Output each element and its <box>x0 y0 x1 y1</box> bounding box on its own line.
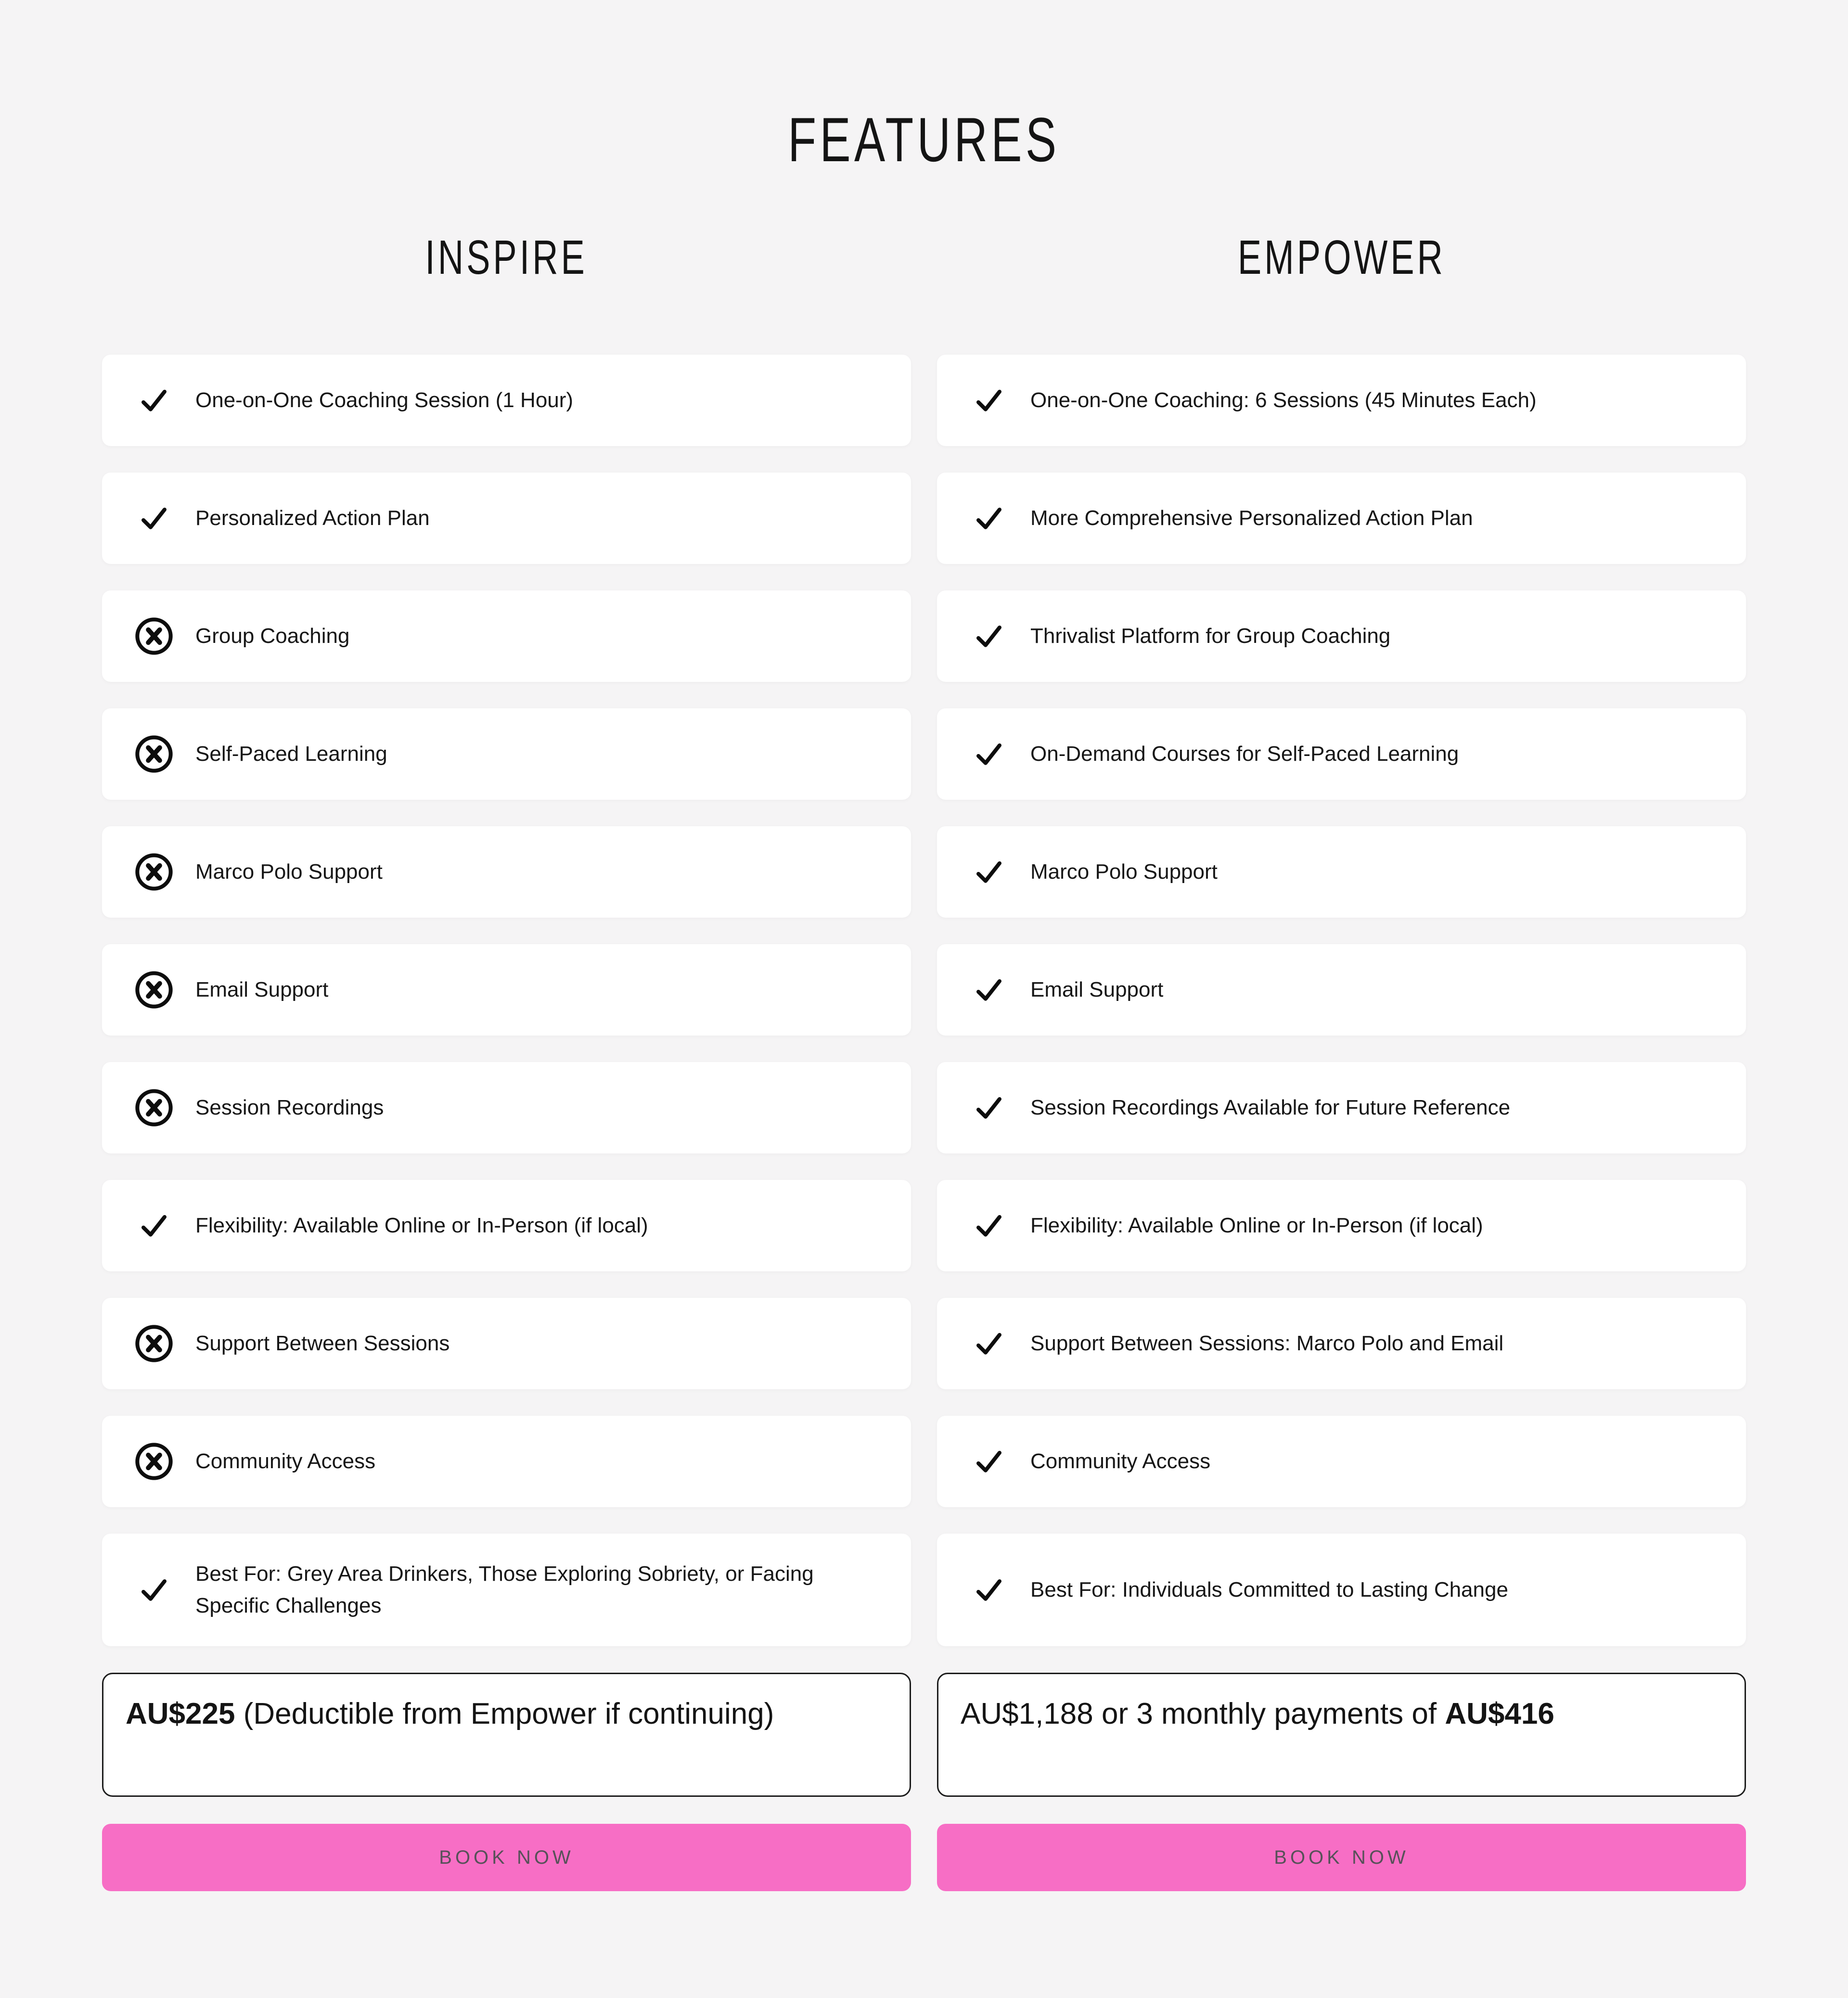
check-icon <box>133 1204 175 1247</box>
x-circle-icon <box>133 1087 175 1129</box>
plan-column-empower <box>937 171 1746 1891</box>
feature-label: Session Recordings Available for Future Reference <box>1030 1096 1511 1119</box>
feature-card <box>937 944 1746 1036</box>
feature-label: Self-Paced Learning <box>195 742 387 766</box>
check-icon <box>968 615 1010 657</box>
plan-column-inspire <box>102 171 911 1891</box>
feature-label: Email Support <box>195 978 329 1001</box>
check-icon <box>968 1087 1010 1129</box>
price-text-empower: AU$1,188 or 3 monthly payments of AU$416 <box>961 1697 1554 1730</box>
feature-label: Marco Polo Support <box>1030 860 1218 884</box>
feature-card <box>102 1298 911 1389</box>
feature-card <box>937 590 1746 682</box>
feature-card <box>102 708 911 800</box>
feature-label: Community Access <box>1030 1449 1211 1473</box>
x-circle-icon <box>133 1322 175 1365</box>
check-icon <box>968 1322 1010 1365</box>
feature-card <box>937 1534 1746 1646</box>
check-icon <box>968 497 1010 539</box>
feature-card <box>937 355 1746 446</box>
feature-label: One-on-One Coaching: 6 Sessions (45 Minutes Each) <box>1030 388 1537 412</box>
plan-title-text: INSPIRE <box>425 231 588 284</box>
feature-label: Session Recordings <box>195 1096 384 1119</box>
feature-card <box>937 473 1746 564</box>
check-icon <box>968 379 1010 422</box>
feature-label: Email Support <box>1030 978 1164 1001</box>
check-icon <box>133 497 175 539</box>
price-box-empower <box>937 1673 1746 1797</box>
feature-card <box>937 1062 1746 1153</box>
check-icon <box>968 1204 1010 1247</box>
price-box-inspire <box>102 1673 911 1797</box>
check-icon <box>968 1569 1010 1611</box>
plan-title-inspire <box>102 233 911 282</box>
feature-card <box>102 1062 911 1153</box>
x-circle-icon <box>133 969 175 1011</box>
feature-card <box>937 1416 1746 1507</box>
feature-list-inspire <box>102 355 911 1646</box>
feature-label: On-Demand Courses for Self-Paced Learning <box>1030 742 1459 766</box>
x-circle-icon <box>133 851 175 893</box>
feature-card <box>102 590 911 682</box>
feature-card <box>937 1180 1746 1271</box>
book-now-button-inspire[interactable]: BOOK NOW <box>102 1824 911 1891</box>
feature-card <box>937 1298 1746 1389</box>
check-icon <box>133 1569 175 1611</box>
plan-title-text: EMPOWER <box>1237 231 1446 284</box>
check-icon <box>133 379 175 422</box>
feature-label: Best For: Individuals Committed to Lasting Change <box>1030 1578 1508 1601</box>
feature-label: Thrivalist Platform for Group Coaching <box>1030 624 1391 648</box>
feature-label: Community Access <box>195 1449 376 1473</box>
section-title-text: FEATURES <box>788 104 1060 175</box>
feature-label: Personalized Action Plan <box>195 506 430 530</box>
feature-label: Group Coaching <box>195 624 350 648</box>
feature-list-empower <box>937 355 1746 1646</box>
price-text-inspire: AU$225 (Deductible from Empower if continuing) <box>126 1697 774 1730</box>
feature-label: Best For: Grey Area Drinkers, Those Exploring Sobriety, or Facing Specific Challenges <box>195 1562 814 1617</box>
feature-card <box>102 826 911 918</box>
feature-card <box>102 1534 911 1646</box>
x-circle-icon <box>133 1440 175 1483</box>
feature-label: One-on-One Coaching Session (1 Hour) <box>195 388 574 412</box>
feature-card <box>102 1180 911 1271</box>
feature-label: Flexibility: Available Online or In-Person (if local) <box>1030 1214 1483 1237</box>
plan-title-empower <box>937 233 1746 282</box>
feature-card <box>102 355 911 446</box>
x-circle-icon <box>133 615 175 657</box>
feature-card <box>102 944 911 1036</box>
x-circle-icon <box>133 733 175 775</box>
plan-columns <box>0 171 1848 1891</box>
section-title <box>0 104 1848 175</box>
feature-label: Flexibility: Available Online or In-Person (if local) <box>195 1214 648 1237</box>
feature-card <box>102 1416 911 1507</box>
book-now-button-empower[interactable]: BOOK NOW <box>937 1824 1746 1891</box>
feature-label: More Comprehensive Personalized Action Plan <box>1030 506 1473 530</box>
feature-label: Support Between Sessions <box>195 1332 450 1355</box>
check-icon <box>968 851 1010 893</box>
feature-label: Marco Polo Support <box>195 860 383 884</box>
check-icon <box>968 733 1010 775</box>
feature-label: Support Between Sessions: Marco Polo and Email <box>1030 1332 1504 1355</box>
feature-card <box>937 708 1746 800</box>
feature-card <box>102 473 911 564</box>
check-icon <box>968 969 1010 1011</box>
check-icon <box>968 1440 1010 1483</box>
feature-card <box>937 826 1746 918</box>
